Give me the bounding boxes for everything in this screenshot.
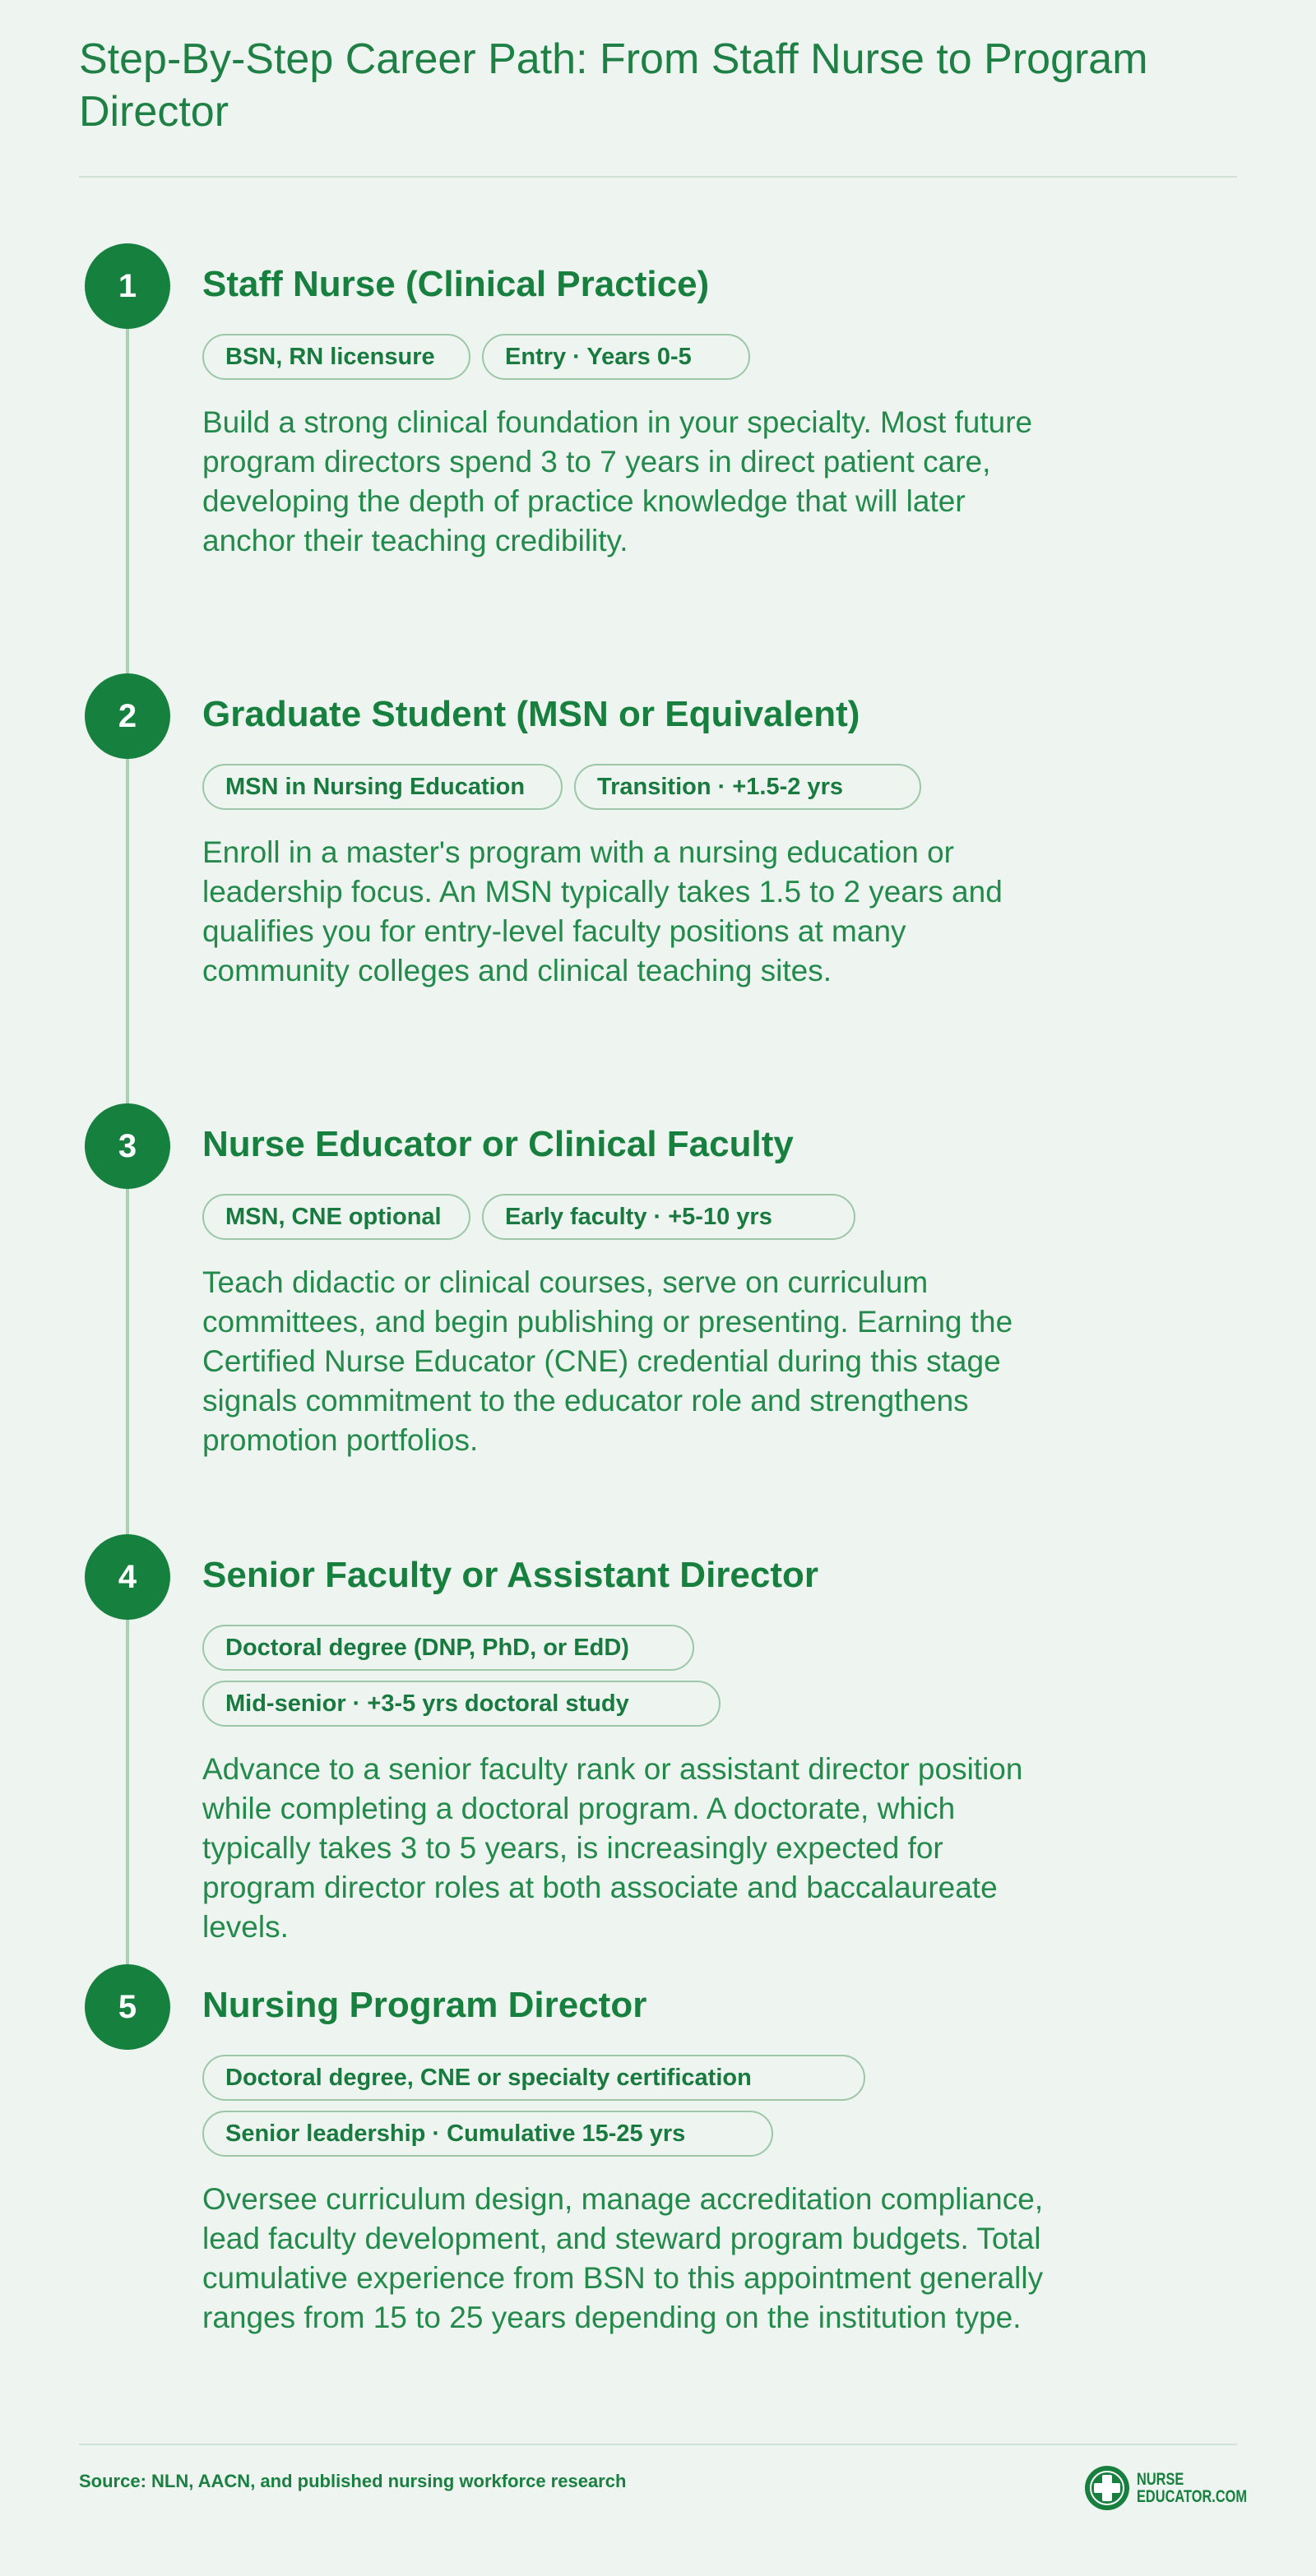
step-number-badge: 4 — [85, 1534, 170, 1620]
title-divider — [79, 176, 1237, 178]
page-title: Step-By-Step Career Path: From Staff Nurse to Program Director — [79, 35, 1148, 136]
stage-pill: Mid-senior · +3-5 yrs doctoral study — [202, 1681, 721, 1727]
step-description: Advance to a senior faculty rank or assistant director position while completing a doctoral program. A doctorate, which typically takes 3 to 5 years, is increasingly expected for program director roles at both associate and baccalaureate levels. — [202, 1752, 1023, 1944]
step-title: Graduate Student (MSN or Equivalent) — [202, 694, 860, 734]
credential-pill: BSN, RN licensure — [202, 334, 470, 380]
source-note: Source: NLN, AACN, and published nursing workforce research — [79, 2471, 627, 2491]
step-tags — [202, 2055, 1107, 2167]
site-logo[interactable] — [1084, 2465, 1278, 2511]
stage-pill: Early faculty · +5-10 yrs — [482, 1194, 855, 1240]
step-description: Teach didactic or clinical courses, serve on curriculum committees, and begin publishing or presenting. Earning the Certified Nurse Educator (CNE) credential during this stage signals commitment to the educator role and strengthens promotion portfolios. — [202, 1265, 1013, 1457]
credential-pill: Doctoral degree, CNE or specialty certification — [202, 2055, 865, 2101]
stage-pill: Transition · +1.5-2 yrs — [574, 764, 921, 810]
footer-divider — [79, 2444, 1237, 2445]
step-tags — [202, 1194, 1107, 1250]
step-title: Senior Faculty or Assistant Director — [202, 1555, 819, 1595]
credential-pill: MSN in Nursing Education — [202, 764, 563, 810]
credential-pill: Doctoral degree (DNP, PhD, or EdD) — [202, 1625, 694, 1671]
medical-cross-icon — [1084, 2465, 1130, 2511]
stage-pill: Senior leadership · Cumulative 15-25 yrs — [202, 2111, 773, 2157]
step-number-badge: 1 — [85, 243, 170, 329]
logo-wordmark: NURSE EDUCATOR.COM — [1137, 2470, 1248, 2506]
credential-pill: MSN, CNE optional — [202, 1194, 470, 1240]
step-title: Nurse Educator or Clinical Faculty — [202, 1124, 794, 1164]
step-tags — [202, 764, 1107, 820]
step-description: Oversee curriculum design, manage accreditation compliance, lead faculty development, and steward program budgets. Total cumulative experience from BSN to this appointment generally ranges from 15 to 25 years depending on the institution type. — [202, 2182, 1044, 2334]
step-title: Nursing Program Director — [202, 1985, 647, 2025]
step-title: Staff Nurse (Clinical Practice) — [202, 264, 710, 304]
step-number-badge: 2 — [85, 673, 170, 759]
step-description: Enroll in a master's program with a nursing education or leadership focus. An MSN typically takes 1.5 to 2 years and qualifies you for entry-level faculty positions at many community colleges and clinical teaching sites. — [202, 835, 1003, 987]
step-tags — [202, 334, 1107, 390]
step-number-badge: 3 — [85, 1103, 170, 1189]
step-number-badge: 5 — [85, 1964, 170, 2050]
step-description: Build a strong clinical foundation in your specialty. Most future program directors spend 3 to 7 years in direct patient care, developing the depth of practice knowledge that will later anchor their teaching credibility. — [202, 405, 1033, 557]
step-tags — [202, 1625, 1107, 1737]
stage-pill: Entry · Years 0-5 — [482, 334, 750, 380]
